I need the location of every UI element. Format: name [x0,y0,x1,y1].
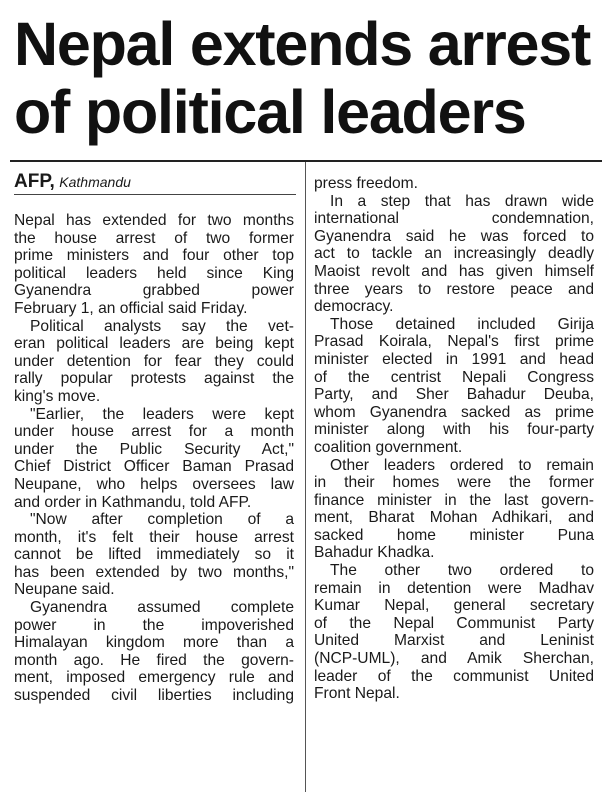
article-line: Kumar Nepal, general secretary [314,597,594,615]
article-line: leader of the communist United [314,667,594,685]
headline [14,10,604,146]
article-paragraph [14,212,294,318]
article-paragraph [14,318,294,406]
article-line: minister elected in 1991 and head [314,350,594,368]
article-line: under house arrest for a month [14,423,294,441]
article-line: minister along with his four-party [314,421,594,439]
headline-line-2: of political leaders [14,78,526,146]
article-line: international condemnation, [314,210,594,228]
dateline [14,170,296,195]
article-paragraph [314,316,594,457]
article-line: sacked home minister Puna [314,526,594,544]
article-paragraph [314,457,594,563]
article-line: coalition government. [314,438,463,456]
headline-line-1: Nepal extends arrest [14,10,591,78]
article-line: Gyanendra assumed complete [30,599,294,617]
article-line: Political analysts say the vet- [30,317,294,335]
article-line: month, it's felt their house arrest [14,528,294,546]
article-line: whom Gyanendra sacked as prime [314,403,594,421]
article-line: press freedom. [314,175,419,192]
article-line: suspended civil liberties including [14,687,294,705]
article-line: United Marxist and Leninist [314,632,594,650]
article-line: "Now after completion of a [30,511,294,529]
article-line: act to tackle an increasingly deadly [314,245,594,263]
headline-rule [10,160,602,162]
article-line: month ago. He fired the govern- [14,651,294,669]
dateline-city: Kathmandu [59,174,131,190]
article-line: and order in Kathmandu, told AFP. [14,493,252,511]
article-line: (NCP-UML), and Amik Sherchan, [314,650,594,668]
article-line: democracy. [314,298,394,316]
article-paragraph [14,511,294,599]
article-paragraph [314,193,594,316]
article-line: Prasad Koirala, Nepal's first prime [314,333,594,351]
article-line: Front Nepal. [314,685,400,703]
article-line: of the Nepal Communist Party [314,614,594,632]
article-line: February 1, an official said Friday. [14,299,248,317]
article-line: Himalayan kingdom more than a [14,634,294,652]
article-line: power in the impoverished [14,616,294,634]
article-line: The other two ordered to [330,562,594,580]
article-line: rally popular protests against the [14,370,294,388]
article-line: three years to restore peace and [314,280,594,298]
article-line: ment, Bharat Mohan Adhikari, and [314,509,594,527]
article-paragraph [14,406,294,512]
column-divider [305,162,306,792]
article-paragraph [314,562,594,703]
article-line: Other leaders ordered to remain [330,456,594,474]
article-line: ment, imposed emergency rule and [14,669,294,687]
article-line: Party, and Sher Bahadur Deuba, [314,386,594,404]
article-line: under detention for fear they could [14,352,294,370]
article-line: Neupane said. [14,581,115,599]
article-line: Those detained included Girija [330,315,594,333]
article-line: "Earlier, the leaders were kept [30,405,294,423]
article-line: king's move. [14,387,101,405]
article-line: of the centrist Nepali Congress [314,368,594,386]
article-line: Maoist revolt and has given himself [314,262,594,280]
dateline-agency: AFP, [14,171,55,192]
article-line: in their homes were the former [314,474,594,492]
article-line: eran political leaders are being kept [14,335,294,353]
article-line: Bahadur Khadka. [314,544,435,562]
article-line: Nepal has extended for two months [14,212,294,229]
article-line: In a step that has drawn wide [330,192,594,210]
article-paragraph [14,599,294,705]
article-line: Chief District Officer Baman Prasad [14,458,294,476]
article-line: Gyanendra grabbed power [14,282,294,300]
article-line: Neupane, who helps oversees law [14,475,294,493]
article-line: remain in detention were Madhav [314,579,594,597]
article-line: the house arrest of two former [14,229,294,247]
article-line: has been extended by two months," [14,563,294,581]
article-column-right [314,175,594,703]
article-column-left [14,212,294,705]
article-line: under the Public Security Act," [14,440,294,458]
article-line: political leaders held since King [14,264,294,282]
article-line: cannot be lifted immediately so it [14,546,294,564]
article-paragraph [314,175,594,193]
article-line: Gyanendra said he was forced to [314,227,594,245]
article-line: finance minister in the last govern- [314,491,594,509]
article-line: prime ministers and four other top [14,247,294,265]
